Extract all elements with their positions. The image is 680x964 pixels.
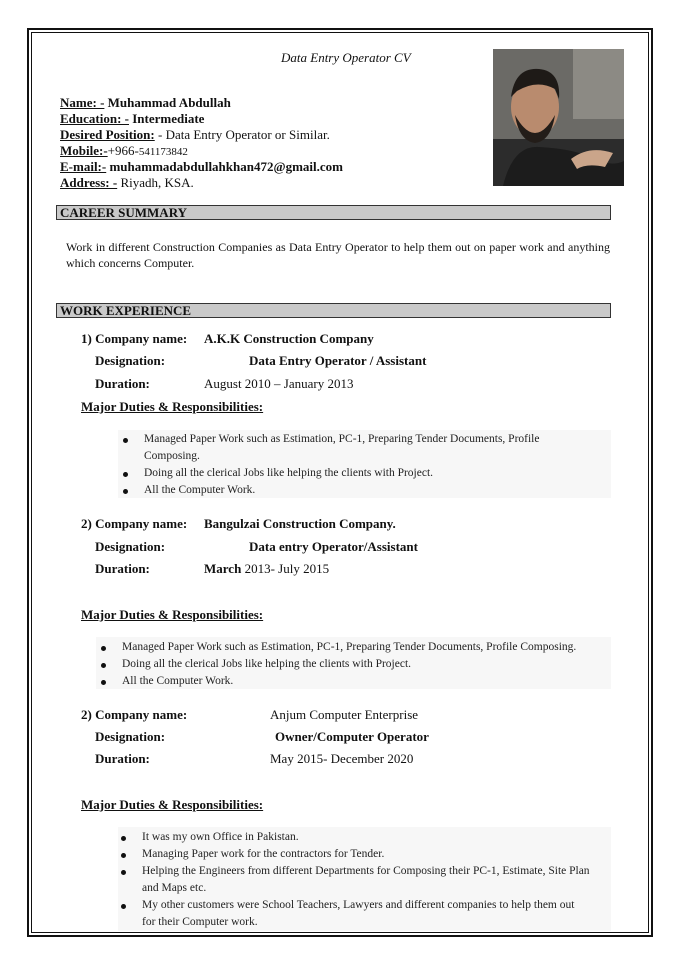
- position-label: Desired Position:: [60, 127, 155, 142]
- job2-duration: [204, 561, 329, 577]
- list-item-continued: and Maps etc.: [142, 882, 207, 894]
- job3-duties-list: [142, 829, 610, 931]
- job1-duration: August 2010 – January 2013: [204, 376, 354, 391]
- list-item: All the Computer Work.: [144, 482, 609, 499]
- job2-designation: Data entry Operator/Assistant: [249, 539, 418, 554]
- job2-company: Bangulzai Construction Company.: [204, 516, 396, 531]
- list-item: Helping the Engineers from different Departments for Composing their PC-1, Estimate, Site Plan: [142, 863, 610, 880]
- job2-duties-heading: Major Duties & Responsibilities:: [81, 607, 264, 622]
- list-item: My other customers were School Teachers, Lawyers and different companies to help them out: [142, 897, 610, 914]
- career-summary-text: Work in different Construction Companies as Data Entry Operator to help them out on paper work and anything which concerns Computer.: [66, 240, 610, 270]
- job2-designation-label: Designation:: [95, 539, 166, 554]
- job2-duration-label: Duration:: [95, 561, 150, 576]
- name-label: Name: -: [60, 95, 105, 110]
- job1-duties-list: [144, 431, 609, 499]
- list-item: Managed Paper Work such as Estimation, PC-1, Preparing Tender Documents, Profile Composing.: [122, 639, 610, 656]
- list-item-continued: Composing.: [144, 450, 200, 462]
- list-item: Doing all the clerical Jobs like helping the clients with Project.: [122, 656, 610, 673]
- job3-duration-label: Duration:: [95, 751, 150, 766]
- email-value: muhammadabdullahkhan472@gmail.com: [109, 159, 343, 174]
- info-address: [60, 175, 194, 191]
- document-title: Data Entry Operator CV: [281, 50, 411, 65]
- job1-designation: Data Entry Operator / Assistant: [249, 353, 427, 368]
- education-label: Education: -: [60, 111, 129, 126]
- mobile-prefix: +966-: [107, 143, 139, 158]
- email-label: E-mail:-: [60, 159, 107, 174]
- job3-designation: Owner/Computer Operator: [275, 729, 429, 744]
- education-value: Intermediate: [132, 111, 205, 126]
- mobile-number: 541173842: [138, 146, 188, 158]
- position-value: - Data Entry Operator or Similar.: [157, 127, 330, 142]
- name-value: Muhammad Abdullah: [107, 95, 231, 110]
- job2-duties-list: [122, 639, 610, 690]
- info-name: [60, 95, 231, 111]
- address-value: Riyadh, KSA.: [120, 175, 194, 190]
- mobile-label: Mobile:-: [60, 143, 108, 158]
- info-mobile: [60, 143, 188, 159]
- info-education: [60, 111, 204, 127]
- job1-duties-heading: Major Duties & Responsibilities:: [81, 399, 264, 414]
- job1-company: A.K.K Construction Company: [204, 331, 374, 346]
- job3-company: Anjum Computer Enterprise: [270, 707, 419, 722]
- list-item-continued: for their Computer work.: [142, 916, 258, 928]
- work-experience-heading: WORK EXPERIENCE: [56, 303, 611, 318]
- job3-duties-heading: Major Duties & Responsibilities:: [81, 797, 264, 812]
- list-item: Doing all the clerical Jobs like helping the clients with Project.: [144, 465, 609, 482]
- list-item: Managing Paper work for the contractors for Tender.: [142, 846, 610, 863]
- career-summary-heading: CAREER SUMMARY: [56, 205, 611, 220]
- address-label: Address: -: [60, 175, 118, 190]
- job3-duration: May 2015- December 2020: [270, 751, 414, 766]
- job2-duration-range: 2013- July 2015: [244, 561, 330, 576]
- job1-designation-label: Designation:: [95, 353, 166, 368]
- job2-duration-month: March: [204, 561, 242, 576]
- job3-designation-label: Designation:: [95, 729, 166, 744]
- profile-photo: [493, 49, 624, 186]
- list-item: All the Computer Work.: [122, 673, 610, 690]
- list-item: Managed Paper Work such as Estimation, PC-1, Preparing Tender Documents, Profile: [144, 431, 609, 448]
- job1-company-label: 1) Company name:: [81, 331, 188, 346]
- info-email: [60, 159, 343, 175]
- job1-duration-label: Duration:: [95, 376, 150, 391]
- info-position: [60, 127, 330, 143]
- job2-company-label: 2) Company name:: [81, 516, 188, 531]
- list-item: It was my own Office in Pakistan.: [142, 829, 610, 846]
- job3-company-label: 2) Company name:: [81, 707, 188, 722]
